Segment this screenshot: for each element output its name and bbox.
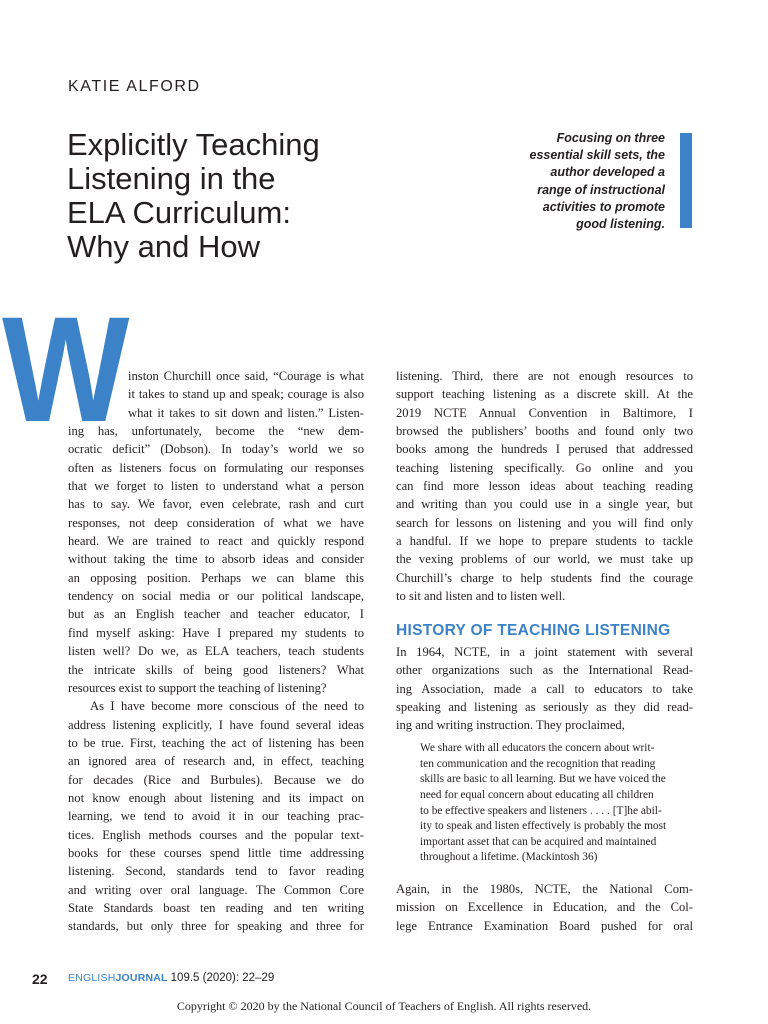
text-line: standards, but only three for speaking and three for xyxy=(68,919,364,934)
quote-line: to be effective speakers and listeners . . . . [T]he abil- xyxy=(420,804,662,817)
text-line: heard. We are trained to react and quickly respond xyxy=(68,534,364,549)
text-line: an ignored area of research and, in effect, teaching xyxy=(68,754,364,769)
text-line: resources exist to support the teaching of listening? xyxy=(68,680,327,695)
text-line: books among the hundreds I perused that addressed xyxy=(396,442,693,457)
issue-citation: 109.5 (2020): 22–29 xyxy=(170,972,275,984)
journal-name-part2: JOURNAL xyxy=(115,972,168,984)
section-heading: HISTORY OF TEACHING LISTENING xyxy=(396,622,671,639)
quote-line: ten communication and the recognition that reading xyxy=(420,757,656,770)
text-line: Churchill’s charge to help students find the courage xyxy=(396,570,693,585)
text-line: an opposing position. Perhaps we can blame this xyxy=(68,570,364,585)
text-line: the intricate skills of being good listeners? What xyxy=(68,662,364,677)
text-line: to sit and listen and to listen well. xyxy=(396,589,566,604)
body-column-right xyxy=(396,367,693,605)
copyright-notice: Copyright © 2020 by the National Council of Teachers of English. All rights reserved. xyxy=(176,999,592,1013)
text-line: and writing over oral language. The Common Core xyxy=(68,882,364,897)
text-line: ing and writing instruction. They proclaimed, xyxy=(396,718,625,733)
deck-line: Focusing on three xyxy=(556,131,665,145)
text-line: ing has, unfortunately, become the “new dem- xyxy=(68,424,364,439)
journal-citation xyxy=(68,972,274,984)
title-line: Explicitly Teaching xyxy=(67,127,320,162)
text-line: browsed the publishers’ booths and found only two xyxy=(396,424,693,439)
quote-line: need for equal concern about educating all children xyxy=(420,788,654,801)
text-line: a handful. If we hope to prepare students to tackle xyxy=(396,534,693,549)
quote-line: We share with all educators the concern about writ- xyxy=(420,742,655,754)
quote-line: important asset that can be acquired and maintained xyxy=(420,835,657,848)
text-line: without taking the time to absorb ideas and consider xyxy=(68,552,364,567)
deck-line: good listening. xyxy=(576,217,665,232)
text-line: ocratic deficit” (Dobson). In today’s world we so xyxy=(68,442,364,457)
text-line: In 1964, NCTE, in a joint statement with several xyxy=(396,645,693,659)
body-column-left xyxy=(68,367,364,936)
text-line: speaking and listening as seriously as they did read- xyxy=(396,700,693,715)
text-line: but as an English teacher and teacher educator, I xyxy=(68,607,364,622)
article-deck xyxy=(490,130,665,233)
text-line: not know enough about listening and its impact on xyxy=(68,790,364,805)
deck-accent-bar xyxy=(680,133,692,228)
deck-line: essential skill sets, the xyxy=(529,148,665,163)
text-line: inston Churchill once said, “Courage is what xyxy=(128,369,364,383)
deck-line: activities to promote xyxy=(542,199,665,214)
body-column-right-continued xyxy=(396,880,693,935)
text-line: for decades (Rice and Burbules). Because we do xyxy=(68,772,364,787)
text-line: support teaching listening as a discrete skill. At the xyxy=(396,387,693,402)
text-line: search for lessons on listening and you will find only xyxy=(396,515,693,530)
drop-cap: W xyxy=(2,285,130,453)
text-line: mission on Excellence in Education, and the Col- xyxy=(396,900,693,915)
text-line: has to say. We favor, even celebrate, rash and curt xyxy=(68,497,364,512)
text-line: Again, in the 1980s, NCTE, the National Com- xyxy=(396,882,693,896)
text-line: to be true. First, teaching the act of listening has been xyxy=(68,735,364,750)
quote-line: throughout a lifetime. (Mackintosh 36) xyxy=(420,851,598,864)
article-title xyxy=(67,128,397,264)
text-line: find myself asking: Have I prepared my students to xyxy=(68,625,364,640)
text-line: As I have become more conscious of the need to xyxy=(90,699,364,714)
text-line: can find more lesson ideas about teaching reading xyxy=(396,479,693,494)
text-line: the vexing problems of our world, we must take up xyxy=(396,552,693,567)
quote-line: ity to speak and listen effectively is probably the most xyxy=(420,820,667,833)
text-line: books for these courses spend little time addressing xyxy=(68,845,364,860)
text-line: teaching listening specifically. Go online and you xyxy=(396,460,693,475)
text-line: it takes to stand up and speak; courage is also xyxy=(128,387,364,402)
deck-line: range of instructional xyxy=(537,182,665,197)
text-line: that we forget to listen to understand what a person xyxy=(68,479,364,494)
text-line: listening. Third, there are not enough resources to xyxy=(396,369,693,383)
deck-line: author developed a xyxy=(550,165,665,180)
text-line: learning, we tend to avoid it in our teaching prac- xyxy=(68,809,364,824)
text-line: 2019 NCTE Annual Convention in Baltimore, I xyxy=(396,405,693,420)
text-line: address listening explicitly, I have found several ideas xyxy=(68,717,364,732)
text-line: listening. Second, standards tend to favor reading xyxy=(68,864,364,879)
text-line: ing Association, made a call to educators to take xyxy=(396,681,693,696)
text-line: tendency on social media or our political landscape, xyxy=(68,589,364,604)
text-line: tices. English methods courses and the popular text- xyxy=(68,827,364,842)
text-line: State Standards boast ten reading and ten writing xyxy=(68,900,364,915)
quote-line: skills are basic to all learning. But we have voiced the xyxy=(420,773,666,786)
text-line: listen well? Do we, as ELA teachers, teach students xyxy=(68,644,364,659)
body-column-right-section xyxy=(396,643,693,735)
text-line: lege Entrance Examination Board pushed for oral xyxy=(396,918,693,933)
title-line: ELA Curriculum: xyxy=(67,195,291,230)
text-line: other organizations such as the International Read- xyxy=(396,663,693,678)
title-line: Why and How xyxy=(67,229,260,264)
journal-name-part1: ENGLISH xyxy=(68,972,116,984)
author-name: KATIE ALFORD xyxy=(68,78,201,95)
text-line: often as listeners focus on formulating our responses xyxy=(68,460,364,475)
text-line: and writing than you could use in a single year, but xyxy=(396,497,693,512)
text-line: responses, not deep consideration of what we have xyxy=(68,515,364,530)
title-line: Listening in the xyxy=(67,161,276,196)
text-line: what it takes to sit down and listen.” Listen- xyxy=(128,405,364,420)
page-number: 22 xyxy=(32,971,48,987)
block-quote xyxy=(420,741,693,866)
